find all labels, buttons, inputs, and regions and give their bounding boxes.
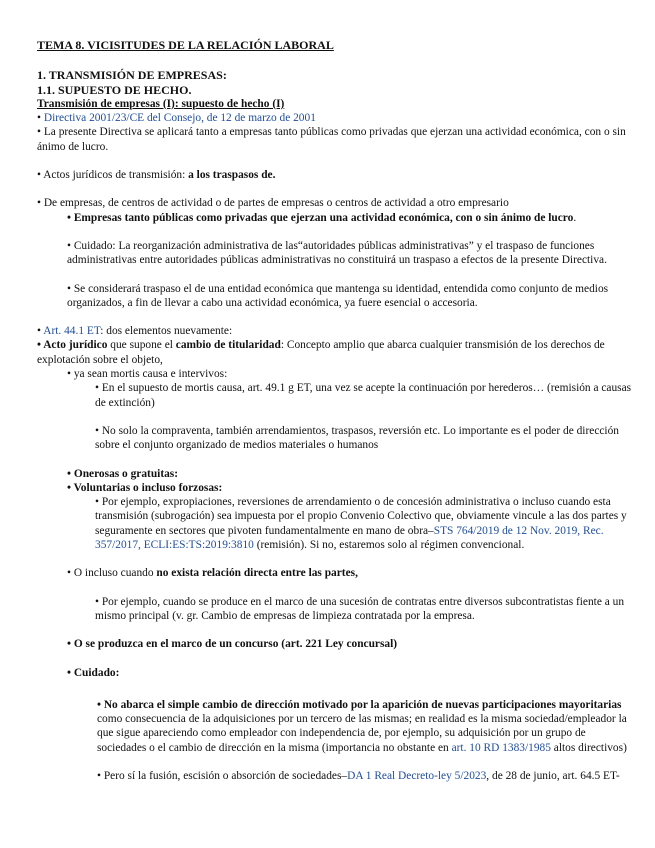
acto-rest: : Concepto amplio que abarca cualquier transmisión de los derechos de explotación sobre el objeto, [37,339,605,366]
paragraph-cambio-direccion [37,698,635,755]
cambio-direccion-text: como consecuencia de la adquisiciones por un tercero de las mismas; en realidad es la misma sociedad/empleador la que sigue apareciendo como empleador con independencia de, por ejemplo, su adquisición por un grupo de sociedades o el cambio de dirección en la misma (importancia no obstante en [97,713,627,754]
paragraph-voluntarias [37,481,635,495]
empresas-end: . [573,211,577,224]
paragraph-cuidado [37,666,635,680]
subtitle: Transmisión de empresas (I): supuesto de hecho (I) [37,97,285,110]
paragraph-fusion [37,769,635,783]
relacion-bold: no exista relación directa entre las partes, [156,567,358,580]
paragraph-mortis-causa: • ya sean mortis causa e intervivos: [67,368,228,381]
cambio-direccion-bold: • No abarca el simple cambio de dirección motivado por la aparición de nuevas participaciones mayoritarias [97,698,622,711]
cambio-direccion-post: altos directivos) [550,741,627,754]
directiva-link[interactable]: Directiva 2001/23/CE del Consejo, de 12 de marzo de 2001 [43,112,316,125]
cambio-titularidad-bold: cambio de titularidad [175,339,281,352]
sts-link[interactable]: STS 764/2019 de 12 Nov. 2019, Rec. 357/2017, ECLI:ES:TS:2019:3810 [95,524,604,552]
paragraph-expropiaciones [37,495,635,552]
paragraph-actos [37,168,635,182]
concurso-bold: • O se produzca en el marco de un concurso (art. 221 Ley concursal) [67,638,398,651]
paragraph-onerosas [37,467,635,481]
actos-bold: a los traspasos de. [188,169,276,182]
paragraph-concurso [37,637,635,651]
voluntarias-bold: • Voluntarias o incluso forzosas: [67,481,223,494]
acto-mid: que supone el [107,339,176,352]
paragraph-empresas-publicas [37,211,635,225]
paragraph-acto-juridico [37,338,635,367]
paragraph-traspaso: • Se considerará traspaso el de una entidad económica que mantenga su identidad, entendida como conjunto de medios organizados, a fin de llevar a cabo una actividad económica, ya fuere esencial o accesoria. [67,282,609,309]
fusion-text: • Pero sí la fusión, escisión o absorción de sociedades– [97,769,348,782]
cuidado-bold: • Cuidado: [67,666,120,679]
empresas-bold: • Empresas tanto públicas como privadas que ejerzan una actividad económica, con o sin ánimo de lucro [67,211,574,224]
paragraph-art44 [37,324,635,338]
paragraph-compraventa: • No solo la compraventa, también arrendamientos, traspasos, reversión etc. Lo importante es el poder de dirección sobre el conjunto organizado de medios materiales o humanos [95,424,619,452]
directiva-line [37,111,635,125]
paragraph-cuidado-reorganizacion: • Cuidado: La reorganización administrativa de las“autoridades públicas administrativas” y el traspaso de funciones administrativas entre autoridades públicas administrativas no constituirá un traspaso a efectos de la presente Directiva. [67,239,607,267]
paragraph-directiva-scope: • La presente Directiva se aplicará tanto a empresas tanto públicas como privadas que ejerzan una actividad económica, con o sin ánimo de lucro. [37,126,626,153]
paragraph-de-empresas: • De empresas, de centros de actividad o de partes de empresas o centros de actividad a otro empresario [37,197,509,210]
heading-supuesto: 1.1. SUPUESTO DE HECHO. [37,82,192,97]
art44-link[interactable]: Art. 44.1 ET [43,325,101,338]
paragraph-mortis-supuesto: • En el supuesto de mortis causa, art. 49.1 g ET, una vez se acepte la continuación por herederos… (remisión a causas de extinción) [95,382,632,409]
expropiaciones-post: (remisión). Si no, estaremos solo al régimen convencional. [253,539,525,552]
paragraph-contratas: • Por ejemplo, cuando se produce en el marco de una sucesión de contratas entre diversos subcontratistas fiente a un mismo principal (v. gr. Cambio de empresas de limpieza contratada por la empresa. [95,595,625,622]
paragraph-relacion-directa [37,566,635,580]
fusion-post: , de 28 de junio, art. 64.5 ET- [486,769,620,782]
onerosas-bold: • Onerosas o gratuitas: [67,467,179,480]
bullet: • [37,112,44,125]
rd-1383-link[interactable]: art. 10 RD 1383/1985 [451,741,551,754]
expropiaciones-text: • Por ejemplo, expropiaciones, reversiones de arrendamiento o de concesión administrativa o incluso cuando esta transmisión (subrogación) sea impuesta por el propio Convenio Colectivo que, obviamente vincule a las dos partes y seguramente en sectores que pivoten fundamentalmente en mano de obra– [95,496,627,537]
art44-rest: : dos elementos nuevamente: [100,325,233,338]
bullet: • [37,325,44,338]
actos-text: • Actos jurídicos de transmisión: [37,169,189,182]
heading-transmision: 1. TRANSMISIÓN DE EMPRESAS: [37,68,227,83]
acto-juridico-bold: • Acto jurídico [37,339,108,352]
rdl-5-2023-link[interactable]: DA 1 Real Decreto-ley 5/2023 [347,769,487,782]
doc-title: TEMA 8. VICISITUDES DE LA RELACIÓN LABORAL [37,38,334,52]
relacion-text: • O incluso cuando [67,567,157,580]
